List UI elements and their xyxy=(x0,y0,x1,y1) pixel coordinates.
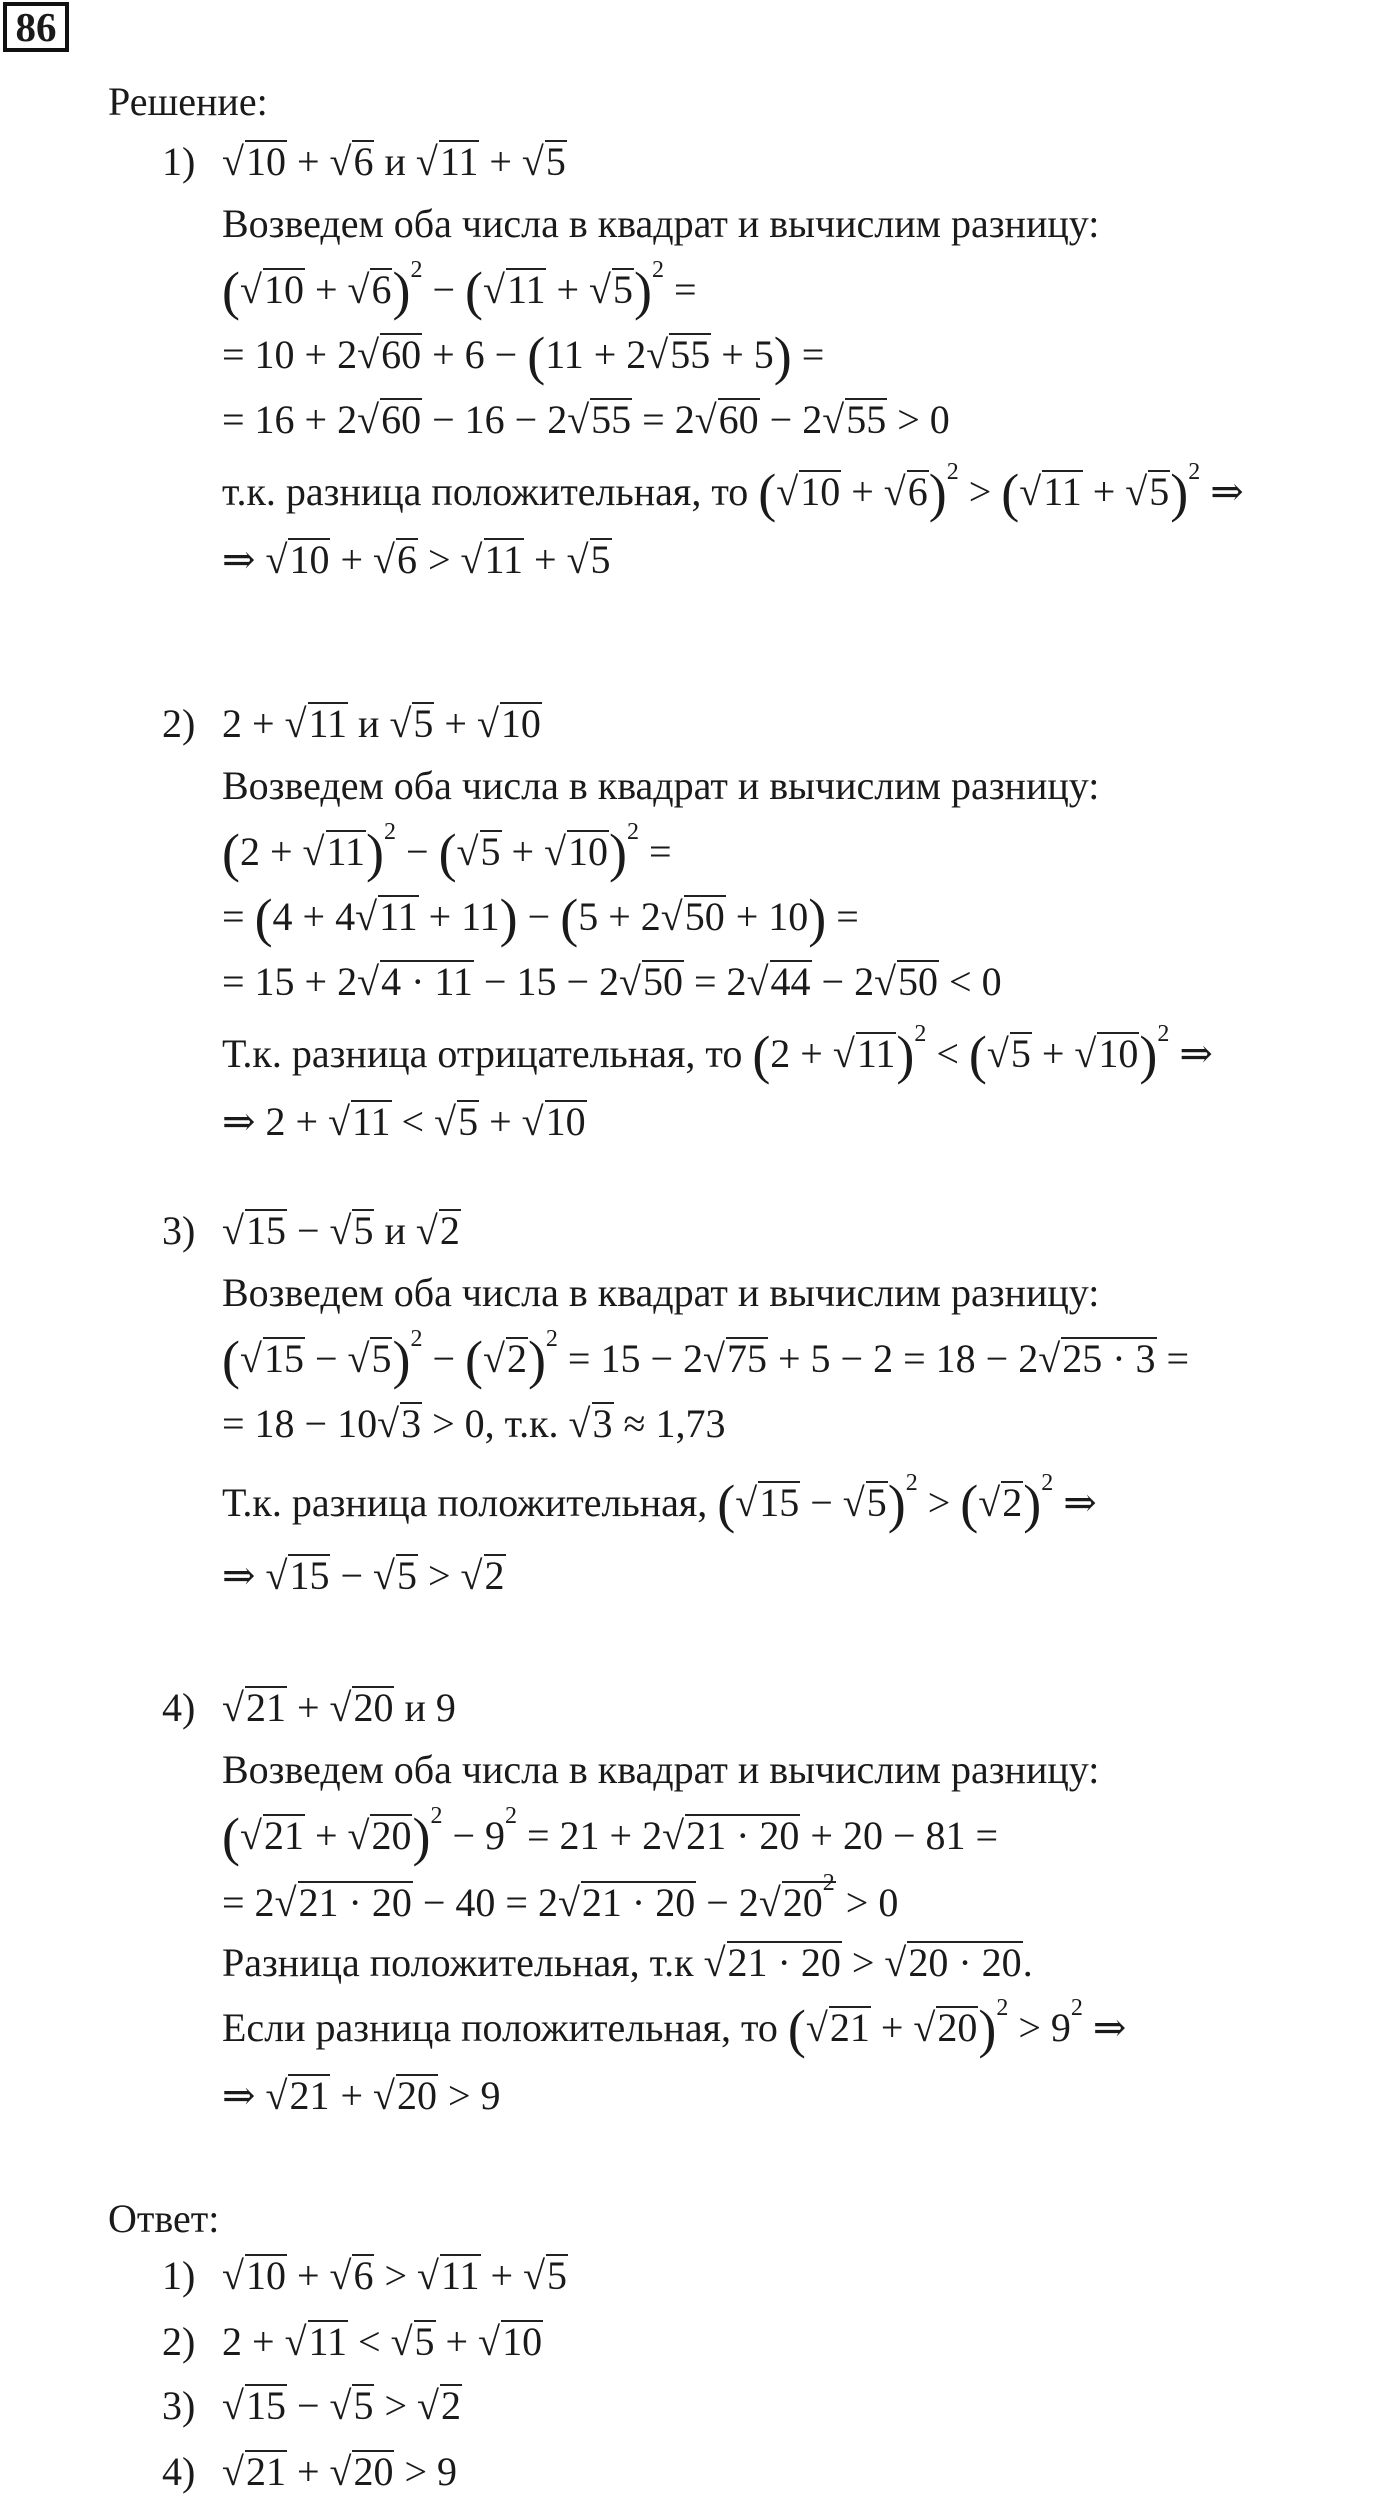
solution-step: ⇒ √21 + √20 > 9 xyxy=(222,2073,501,2118)
section-number: 4) xyxy=(162,1685,196,1730)
answer-number: 2) xyxy=(162,2319,196,2364)
problem-number-badge: 86 xyxy=(3,2,69,52)
solution-step: = 16 + 2√60 − 16 − 2√55 = 2√60 − 2√55 > 0 xyxy=(222,397,950,442)
solution-step: Разница положительная, т.к √21 · 20 > √20 · 20. xyxy=(222,1940,1033,1985)
solution-step: $(√15 - √5)^2 - (√2)^2 = 15 - 2√75 + 5 - 2 = 18 - 2√25 \cdot 3$ = xyxy=(222,1326,1190,1390)
answer-text: √15 − √5 > √2 xyxy=(222,2383,461,2428)
section-header: 2 + √11 и √5 + √10 xyxy=(222,701,541,746)
solution-step: = 18 − 10√3 > 0, т.к. √3 ≈ 1,73 xyxy=(222,1401,726,1446)
answer-text: 2 + √11 < √5 + √10 xyxy=(222,2319,543,2364)
solution-label: Решение: xyxy=(108,79,268,124)
solution-step: Т.к. разница отрицательная, то $(2 + √11)^2 < (√5 + √10)^2$ ⇒ xyxy=(222,1021,1213,1085)
answer-number: 4) xyxy=(162,2449,196,2494)
section-header: √10 + √6 и √11 + √5 xyxy=(222,139,566,184)
solution-step: Т.к. разница положительная, $(√15 - √5)^2 > (√2)^2$ ⇒ xyxy=(222,1470,1097,1534)
answer-label: Ответ: xyxy=(108,2196,220,2241)
solution-step: = 10 + 2√60 + 6 − (11 + 2√55 + 5) = xyxy=(222,326,825,386)
section-intro: Возведем оба числа в квадрат и вычислим разницу: xyxy=(222,1270,1100,1315)
section-intro: Возведем оба числа в квадрат и вычислим разницу: xyxy=(222,763,1100,808)
section-number: 2) xyxy=(162,701,196,746)
answer-number: 1) xyxy=(162,2253,196,2298)
solution-step: = (4 + 4√11 + 11) − (5 + 2√50 + 10) = xyxy=(222,888,859,948)
solution-step: = 15 + 2√4 · 11 − 15 − 2√50 = 2√44 − 2√50 < 0 xyxy=(222,959,1002,1004)
section-number: 1) xyxy=(162,139,196,184)
solution-step: $(√21 + √20)^2 - 9^2 = 21 + 2√21 \cdot 20 + 20 - 81$ = xyxy=(222,1803,999,1867)
answer-text: √10 + √6 > √11 + √5 xyxy=(222,2253,568,2298)
solution-step: ⇒ √10 + √6 > √11 + √5 xyxy=(222,537,611,582)
section-header: √21 + √20 и 9 xyxy=(222,1685,456,1730)
section-intro: Возведем оба числа в квадрат и вычислим разницу: xyxy=(222,201,1100,246)
answer-text: √21 + √20 > 9 xyxy=(222,2449,458,2494)
section-intro: Возведем оба числа в квадрат и вычислим разницу: xyxy=(222,1747,1100,1792)
solution-step: $(2 + √11)^2 - (√5 + √10)^2$ = xyxy=(222,819,672,883)
solution-step: $(√10 + √6)^2 - (√11 + √5)^2$ = xyxy=(222,257,697,321)
solution-step: т.к. разница положительная, то $(√10 + √6)^2 > (√11 + √5)^2$ ⇒ xyxy=(222,459,1244,523)
solution-step: Если разница положительная, то $(√21 + √20)^2 > 9^2$ ⇒ xyxy=(222,1995,1127,2059)
solution-step: ⇒ 2 + √11 < √5 + √10 xyxy=(222,1099,586,1144)
section-header: √15 − √5 и √2 xyxy=(222,1208,460,1253)
solution-step: ⇒ √15 − √5 > √2 xyxy=(222,1553,505,1598)
answer-number: 3) xyxy=(162,2383,196,2428)
section-number: 3) xyxy=(162,1208,196,1253)
solution-step: = $2√21 \cdot 20 - 40 = 2√21 \cdot 20 - 2√20^2 > 0$ xyxy=(222,1870,899,1925)
